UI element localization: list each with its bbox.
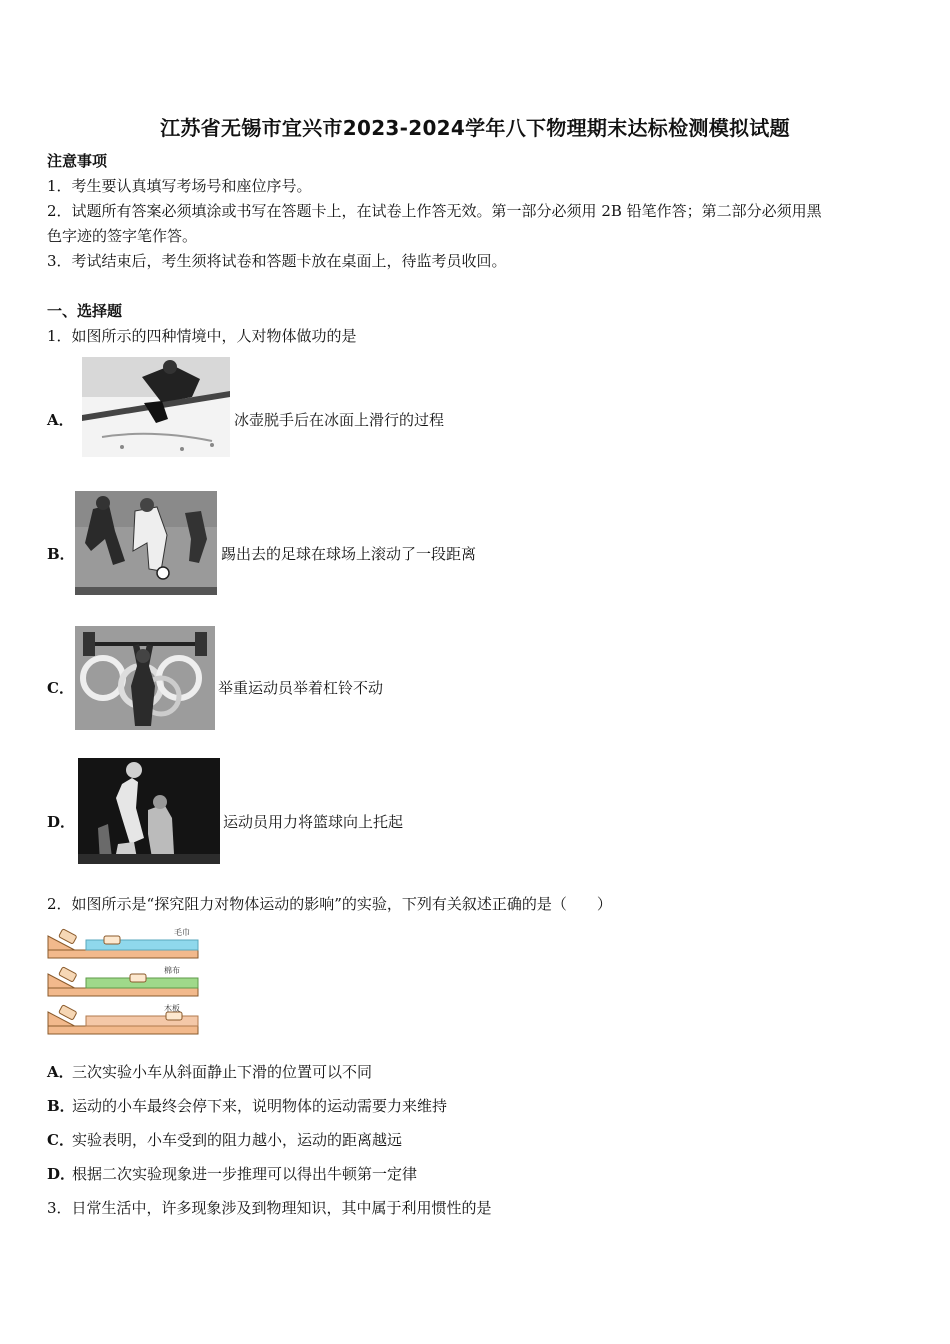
option-b-letter: B． [47,545,75,563]
surface-label-towel: 毛巾 [174,928,190,937]
friction-experiment-figure [46,926,206,1042]
option-d-text: 运动员用力将篮球向上托起 [223,813,404,831]
weightlifting-photo [75,626,215,730]
surface-row-wood [48,1003,198,1034]
notice-item: 色字迹的签字笔作答。 [47,227,198,245]
notice-item: 3．考试结束后，考生须将试卷和答题卡放在桌面上，待监考员收回。 [47,252,507,270]
q2-option-d-letter: D． [47,1165,76,1183]
question-2-stem: 2．如图所示是“探究阻力对物体运动的影响”的实验，下列有关叙述正确的是（ ） [47,895,612,913]
notice-item: 1．考生要认真填写考场号和座位序号。 [47,177,312,195]
notice-heading: 注意事项 [47,152,108,170]
soccer-photo [75,491,217,595]
surface-label-wood: 木板 [164,1004,180,1013]
q2-option-a-letter: A． [47,1063,74,1081]
option-c-text: 举重运动员举着杠铃不动 [218,679,384,697]
surface-row-cotton [48,965,198,996]
q2-option-c-text: 实验表明，小车受到的阻力越小，运动的距离越远 [72,1131,403,1149]
q2-option-c-letter: C． [47,1131,74,1149]
basketball-photo [78,758,220,864]
option-a-text: 冰壶脱手后在冰面上滑行的过程 [234,411,445,429]
page-title: 江苏省无锡市宜兴市2023-2024学年八下物理期末达标检测模拟试题 [160,116,790,140]
q2-option-b-letter: B． [47,1097,75,1115]
question-3-stem: 3．日常生活中，许多现象涉及到物理知识，其中属于利用惯性的是 [47,1199,492,1217]
curling-photo [82,357,230,457]
option-d-letter: D． [47,813,76,831]
option-c-letter: C． [47,679,74,697]
question-1-stem: 1．如图所示的四种情境中，人对物体做功的是 [47,327,357,345]
section-heading: 一、选择题 [47,302,123,320]
option-b-text: 踢出去的足球在球场上滚动了一段距离 [221,545,477,563]
q2-option-b-text: 运动的小车最终会停下来，说明物体的运动需要力来维持 [72,1097,448,1115]
surface-label-cotton: 棉布 [164,966,180,975]
q2-option-d-text: 根据二次实验现象进一步推理可以得出牛顿第一定律 [72,1165,418,1183]
q2-option-a-text: 三次实验小车从斜面静止下滑的位置可以不同 [72,1063,373,1081]
surface-row-towel [48,927,198,958]
notice-item: 2．试题所有答案必须填涂或书写在答题卡上，在试卷上作答无效。第一部分必须用 2B 铅笔作答；第二部分必须用黑 [47,202,822,220]
option-a-letter: A． [47,411,74,429]
